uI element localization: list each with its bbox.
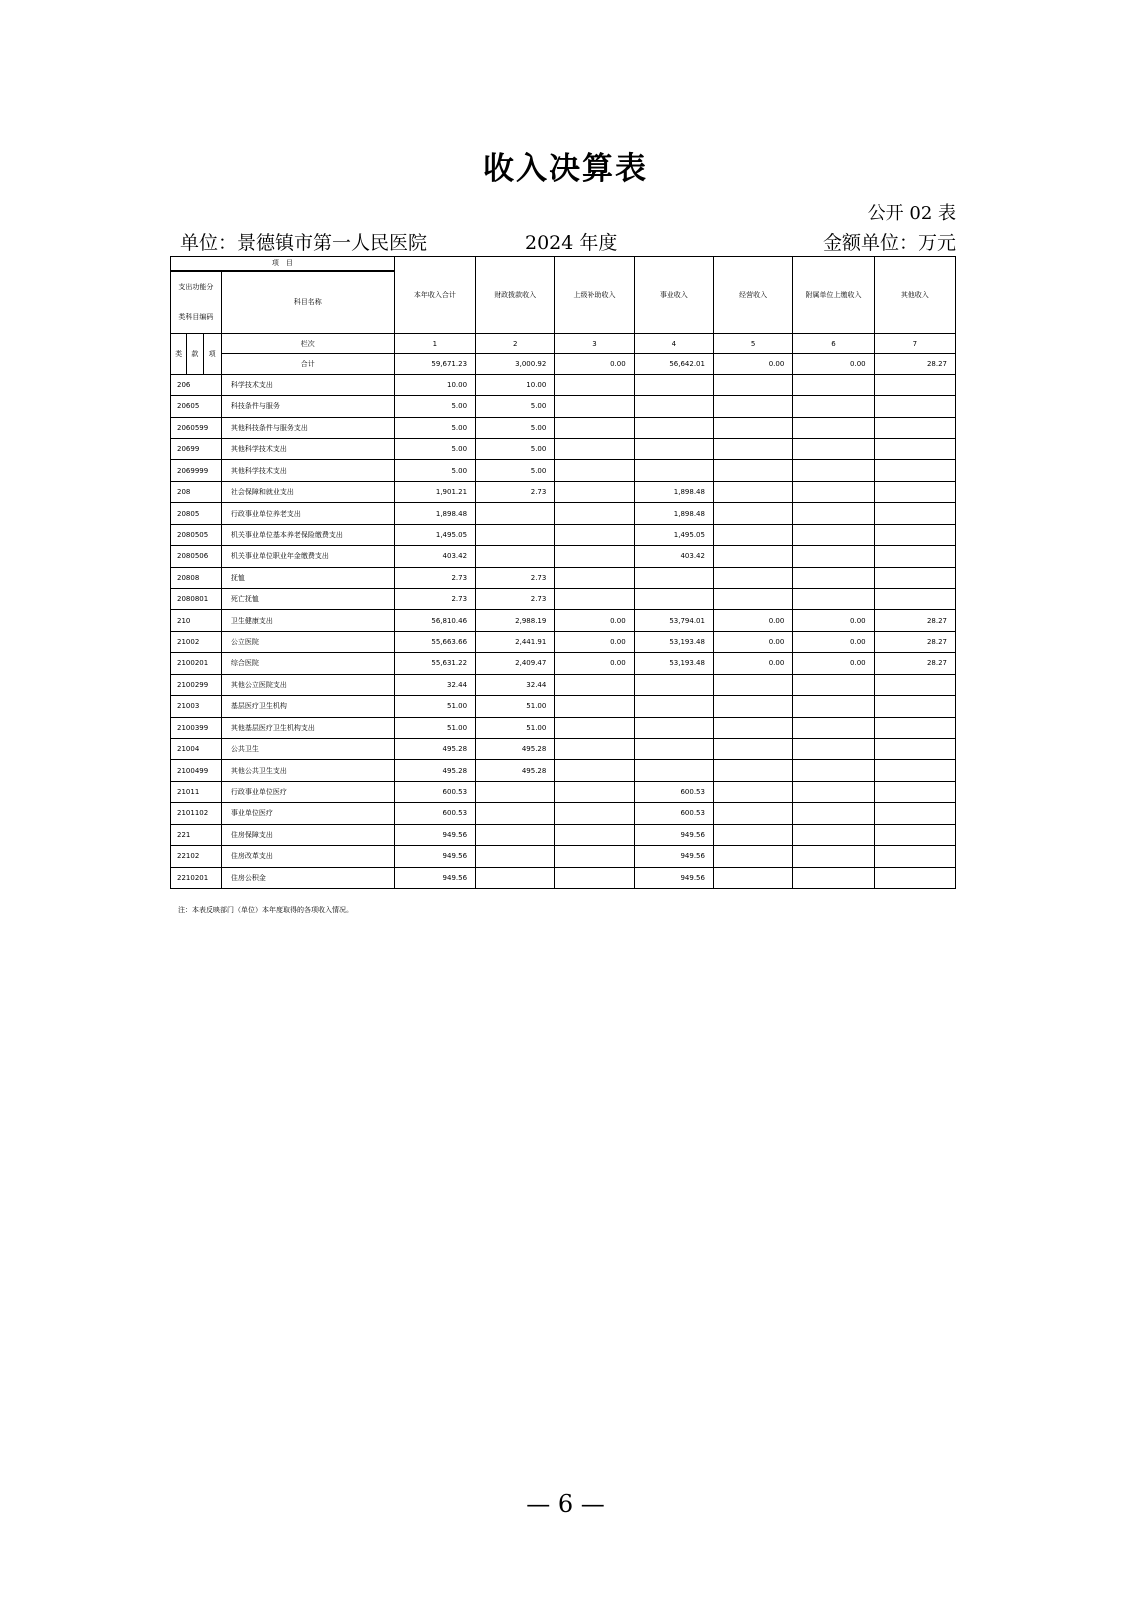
row-value [634, 717, 713, 738]
year-label: 2024 年度 [525, 232, 618, 254]
row-value [793, 524, 874, 545]
col-number-2: 2 [476, 334, 555, 354]
row-value: 55,631.22 [394, 653, 475, 674]
header-code-group [171, 271, 222, 334]
row-value: 53,193.48 [634, 653, 713, 674]
table-row [171, 760, 956, 781]
row-subject-name: 其他科技条件与服务支出 [221, 417, 394, 438]
table-row [171, 717, 956, 738]
row-value [793, 738, 874, 759]
row-value [874, 460, 955, 481]
row-value [634, 417, 713, 438]
row-code: 2069999 [171, 460, 222, 481]
row-value: 2,409.47 [476, 653, 555, 674]
row-code: 20605 [171, 396, 222, 417]
table-row [171, 803, 956, 824]
table-row [171, 567, 956, 588]
row-value [555, 867, 634, 889]
col-number-6: 6 [793, 334, 874, 354]
row-value [793, 824, 874, 845]
row-subject-name: 住房保障支出 [221, 824, 394, 845]
row-value: 28.27 [874, 653, 955, 674]
col-number-7: 7 [874, 334, 955, 354]
row-value: 1,495.05 [394, 524, 475, 545]
row-subject-name: 死亡抚恤 [221, 589, 394, 610]
row-subject-name: 公立医院 [221, 631, 394, 652]
row-value [713, 396, 792, 417]
row-code: 206 [171, 374, 222, 395]
row-subject-name: 其他公立医院支出 [221, 674, 394, 695]
table-row [171, 653, 956, 674]
header-project: 项 目 [171, 257, 395, 271]
row-code: 221 [171, 824, 222, 845]
row-value [713, 374, 792, 395]
row-value [713, 546, 792, 567]
row-value [476, 867, 555, 889]
money-unit-label: 金额单位：万元 [822, 232, 956, 254]
row-code: 210 [171, 610, 222, 631]
table-note: 注：本表反映部门（单位）本年度取得的各项收入情况。 [178, 906, 353, 914]
row-value: 403.42 [634, 546, 713, 567]
row-value [713, 567, 792, 588]
row-value [555, 696, 634, 717]
table-row [171, 417, 956, 438]
row-value [555, 524, 634, 545]
table-row [171, 824, 956, 845]
row-value [476, 503, 555, 524]
row-value: 53,193.48 [634, 631, 713, 652]
row-code: 21003 [171, 696, 222, 717]
table-row [171, 867, 956, 889]
row-value: 28.27 [874, 610, 955, 631]
row-value: 5.00 [476, 417, 555, 438]
header-kuan: 款 [187, 334, 203, 375]
row-value: 5.00 [394, 439, 475, 460]
header-xiang: 项 [203, 334, 221, 375]
row-value [874, 696, 955, 717]
row-value: 51.00 [394, 696, 475, 717]
row-value [555, 760, 634, 781]
row-value [793, 696, 874, 717]
row-value [713, 696, 792, 717]
row-value [476, 524, 555, 545]
row-value [713, 867, 792, 889]
row-value: 5.00 [476, 439, 555, 460]
row-value [874, 396, 955, 417]
table-row [171, 374, 956, 395]
row-value [874, 439, 955, 460]
row-value [713, 439, 792, 460]
total-value: 0.00 [793, 354, 874, 374]
row-value: 5.00 [476, 460, 555, 481]
row-value: 949.56 [394, 867, 475, 889]
row-value [793, 846, 874, 867]
row-value [476, 781, 555, 802]
row-value [634, 567, 713, 588]
row-subject-name: 公共卫生 [221, 738, 394, 759]
row-subject-name: 抚恤 [221, 567, 394, 588]
row-value [555, 546, 634, 567]
row-value [713, 760, 792, 781]
row-subject-name: 其他科学技术支出 [221, 439, 394, 460]
row-value [476, 546, 555, 567]
table-row [171, 546, 956, 567]
income-table [170, 256, 956, 889]
row-value: 5.00 [394, 396, 475, 417]
row-value: 0.00 [555, 653, 634, 674]
table-row [171, 738, 956, 759]
row-value: 600.53 [394, 781, 475, 802]
total-label: 合计 [221, 354, 394, 374]
table-row [171, 481, 956, 502]
row-value [476, 846, 555, 867]
row-value [874, 481, 955, 502]
header-col-1: 本年收入合计 [394, 257, 475, 334]
row-code: 2080506 [171, 546, 222, 567]
table-row [171, 396, 956, 417]
row-value [555, 567, 634, 588]
row-value: 1,898.48 [634, 503, 713, 524]
row-value [874, 524, 955, 545]
row-value [793, 481, 874, 502]
row-value: 51.00 [476, 717, 555, 738]
row-value [555, 781, 634, 802]
header-code-group-bottom: 类科目编码 [178, 313, 214, 322]
row-value: 5.00 [394, 417, 475, 438]
table-row [171, 696, 956, 717]
row-code: 20805 [171, 503, 222, 524]
row-value [874, 824, 955, 845]
row-value [555, 738, 634, 759]
row-value: 0.00 [555, 610, 634, 631]
row-value: 495.28 [476, 760, 555, 781]
row-value [793, 503, 874, 524]
row-subject-name: 科学技术支出 [221, 374, 394, 395]
table-row [171, 503, 956, 524]
row-value: 0.00 [793, 631, 874, 652]
row-value [634, 374, 713, 395]
row-code: 2210201 [171, 867, 222, 889]
row-value: 495.28 [394, 738, 475, 759]
row-value: 949.56 [394, 824, 475, 845]
row-value [713, 824, 792, 845]
row-value [555, 589, 634, 610]
header-col-7: 其他收入 [874, 257, 955, 334]
table-row [171, 781, 956, 802]
table-row [171, 524, 956, 545]
row-value [874, 781, 955, 802]
row-value [634, 460, 713, 481]
table-row [171, 631, 956, 652]
col-number-3: 3 [555, 334, 634, 354]
row-value: 0.00 [555, 631, 634, 652]
row-value [555, 460, 634, 481]
row-code: 22102 [171, 846, 222, 867]
row-value: 2.73 [394, 567, 475, 588]
row-value [713, 803, 792, 824]
row-value [874, 717, 955, 738]
row-value: 56,810.46 [394, 610, 475, 631]
row-value: 1,898.48 [634, 481, 713, 502]
row-value [713, 846, 792, 867]
row-subject-name: 住房改革支出 [221, 846, 394, 867]
row-value: 32.44 [394, 674, 475, 695]
row-value [713, 674, 792, 695]
row-value: 32.44 [476, 674, 555, 695]
row-value [793, 460, 874, 481]
row-code: 2080801 [171, 589, 222, 610]
row-value [713, 503, 792, 524]
row-value [713, 781, 792, 802]
table-row [171, 610, 956, 631]
row-value: 2.73 [476, 589, 555, 610]
row-code: 20699 [171, 439, 222, 460]
row-value: 55,663.66 [394, 631, 475, 652]
table-row [171, 460, 956, 481]
row-value: 403.42 [394, 546, 475, 567]
row-code: 2060599 [171, 417, 222, 438]
row-value [874, 417, 955, 438]
row-value [476, 824, 555, 845]
row-value [555, 439, 634, 460]
total-value: 56,642.01 [634, 354, 713, 374]
row-code: 208 [171, 481, 222, 502]
row-value [874, 546, 955, 567]
row-value [634, 696, 713, 717]
row-value: 0.00 [793, 653, 874, 674]
row-value: 949.56 [634, 824, 713, 845]
row-value: 5.00 [476, 396, 555, 417]
row-value [793, 374, 874, 395]
row-value [555, 374, 634, 395]
row-value [874, 674, 955, 695]
row-value: 2.73 [476, 567, 555, 588]
row-value [874, 846, 955, 867]
row-value [793, 674, 874, 695]
total-value: 3,000.92 [476, 354, 555, 374]
row-code: 21004 [171, 738, 222, 759]
row-value: 495.28 [476, 738, 555, 759]
row-value: 600.53 [634, 803, 713, 824]
total-value: 28.27 [874, 354, 955, 374]
total-value: 0.00 [555, 354, 634, 374]
header-col-3: 上级补助收入 [555, 257, 634, 334]
row-code: 21002 [171, 631, 222, 652]
row-value: 600.53 [634, 781, 713, 802]
row-value [793, 546, 874, 567]
row-value: 10.00 [394, 374, 475, 395]
header-lanci: 栏次 [221, 334, 394, 354]
row-value [874, 589, 955, 610]
row-value: 1,495.05 [634, 524, 713, 545]
row-subject-name: 其他基层医疗卫生机构支出 [221, 717, 394, 738]
row-value [793, 567, 874, 588]
row-value [874, 867, 955, 889]
table-row [171, 439, 956, 460]
row-value [634, 738, 713, 759]
row-value: 600.53 [394, 803, 475, 824]
row-value [874, 760, 955, 781]
row-code: 2100201 [171, 653, 222, 674]
row-value [713, 417, 792, 438]
row-value [713, 460, 792, 481]
row-subject-name: 综合医院 [221, 653, 394, 674]
row-value [555, 674, 634, 695]
row-subject-name: 机关事业单位职业年金缴费支出 [221, 546, 394, 567]
row-value [555, 396, 634, 417]
row-value [713, 717, 792, 738]
row-value: 51.00 [394, 717, 475, 738]
row-subject-name: 科技条件与服务 [221, 396, 394, 417]
row-value [874, 803, 955, 824]
col-number-5: 5 [713, 334, 792, 354]
row-value [793, 781, 874, 802]
row-value [793, 417, 874, 438]
row-value: 5.00 [394, 460, 475, 481]
row-value [555, 803, 634, 824]
row-value [793, 803, 874, 824]
page-number: — 6 — [526, 1490, 605, 1518]
row-subject-name: 其他公共卫生支出 [221, 760, 394, 781]
header-col-6: 附属单位上缴收入 [793, 257, 874, 334]
row-value: 0.00 [713, 653, 792, 674]
col-number-4: 4 [634, 334, 713, 354]
row-value [713, 589, 792, 610]
row-value [555, 481, 634, 502]
row-value: 2.73 [476, 481, 555, 502]
row-value: 495.28 [394, 760, 475, 781]
row-value [555, 846, 634, 867]
row-subject-name: 其他科学技术支出 [221, 460, 394, 481]
row-value: 949.56 [394, 846, 475, 867]
row-subject-name: 行政事业单位医疗 [221, 781, 394, 802]
header-col-5: 经营收入 [713, 257, 792, 334]
row-value [793, 589, 874, 610]
col-number-1: 1 [394, 334, 475, 354]
row-value [634, 674, 713, 695]
row-value: 0.00 [713, 610, 792, 631]
row-value: 2,988.19 [476, 610, 555, 631]
row-value: 949.56 [634, 867, 713, 889]
total-value: 0.00 [713, 354, 792, 374]
header-code-group-top: 支出功能分 [178, 283, 214, 292]
row-value [634, 439, 713, 460]
row-value [874, 374, 955, 395]
row-value: 1,901.21 [394, 481, 475, 502]
row-value: 1,898.48 [394, 503, 475, 524]
unit-label: 单位：景德镇市第一人民医院 [180, 232, 428, 254]
row-code: 2101102 [171, 803, 222, 824]
row-value [793, 396, 874, 417]
row-value [793, 867, 874, 889]
row-value: 0.00 [713, 631, 792, 652]
row-value [713, 738, 792, 759]
row-subject-name: 事业单位医疗 [221, 803, 394, 824]
row-subject-name: 基层医疗卫生机构 [221, 696, 394, 717]
row-value: 51.00 [476, 696, 555, 717]
row-value [713, 481, 792, 502]
row-value [874, 503, 955, 524]
row-code: 21011 [171, 781, 222, 802]
header-subject-name: 科目名称 [221, 271, 394, 334]
row-code: 2100399 [171, 717, 222, 738]
row-value [555, 717, 634, 738]
row-subject-name: 卫生健康支出 [221, 610, 394, 631]
header-col-2: 财政拨款收入 [476, 257, 555, 334]
header-lei: 类 [171, 334, 187, 375]
row-value: 949.56 [634, 846, 713, 867]
row-code: 20808 [171, 567, 222, 588]
total-row [171, 354, 956, 374]
table-row [171, 589, 956, 610]
row-value: 53,794.01 [634, 610, 713, 631]
row-value [555, 824, 634, 845]
row-subject-name: 社会保障和就业支出 [221, 481, 394, 502]
table-row [171, 846, 956, 867]
row-value [634, 760, 713, 781]
row-value [793, 717, 874, 738]
row-value [476, 803, 555, 824]
row-value [555, 503, 634, 524]
row-value: 2.73 [394, 589, 475, 610]
table-tag: 公开 02 表 [867, 203, 956, 224]
row-value [634, 396, 713, 417]
row-value [793, 760, 874, 781]
row-value [874, 738, 955, 759]
header-col-4: 事业收入 [634, 257, 713, 334]
row-value [634, 589, 713, 610]
row-value [713, 524, 792, 545]
page-title: 收入决算表 [483, 151, 648, 187]
row-code: 2080505 [171, 524, 222, 545]
row-value [555, 417, 634, 438]
row-value: 28.27 [874, 631, 955, 652]
row-value: 10.00 [476, 374, 555, 395]
table-row [171, 674, 956, 695]
row-value: 2,441.91 [476, 631, 555, 652]
row-value [874, 567, 955, 588]
row-value [793, 439, 874, 460]
row-subject-name: 行政事业单位养老支出 [221, 503, 394, 524]
row-subject-name: 机关事业单位基本养老保险缴费支出 [221, 524, 394, 545]
total-value: 59,671.23 [394, 354, 475, 374]
row-subject-name: 住房公积金 [221, 867, 394, 889]
row-code: 2100299 [171, 674, 222, 695]
row-value: 0.00 [793, 610, 874, 631]
row-code: 2100499 [171, 760, 222, 781]
